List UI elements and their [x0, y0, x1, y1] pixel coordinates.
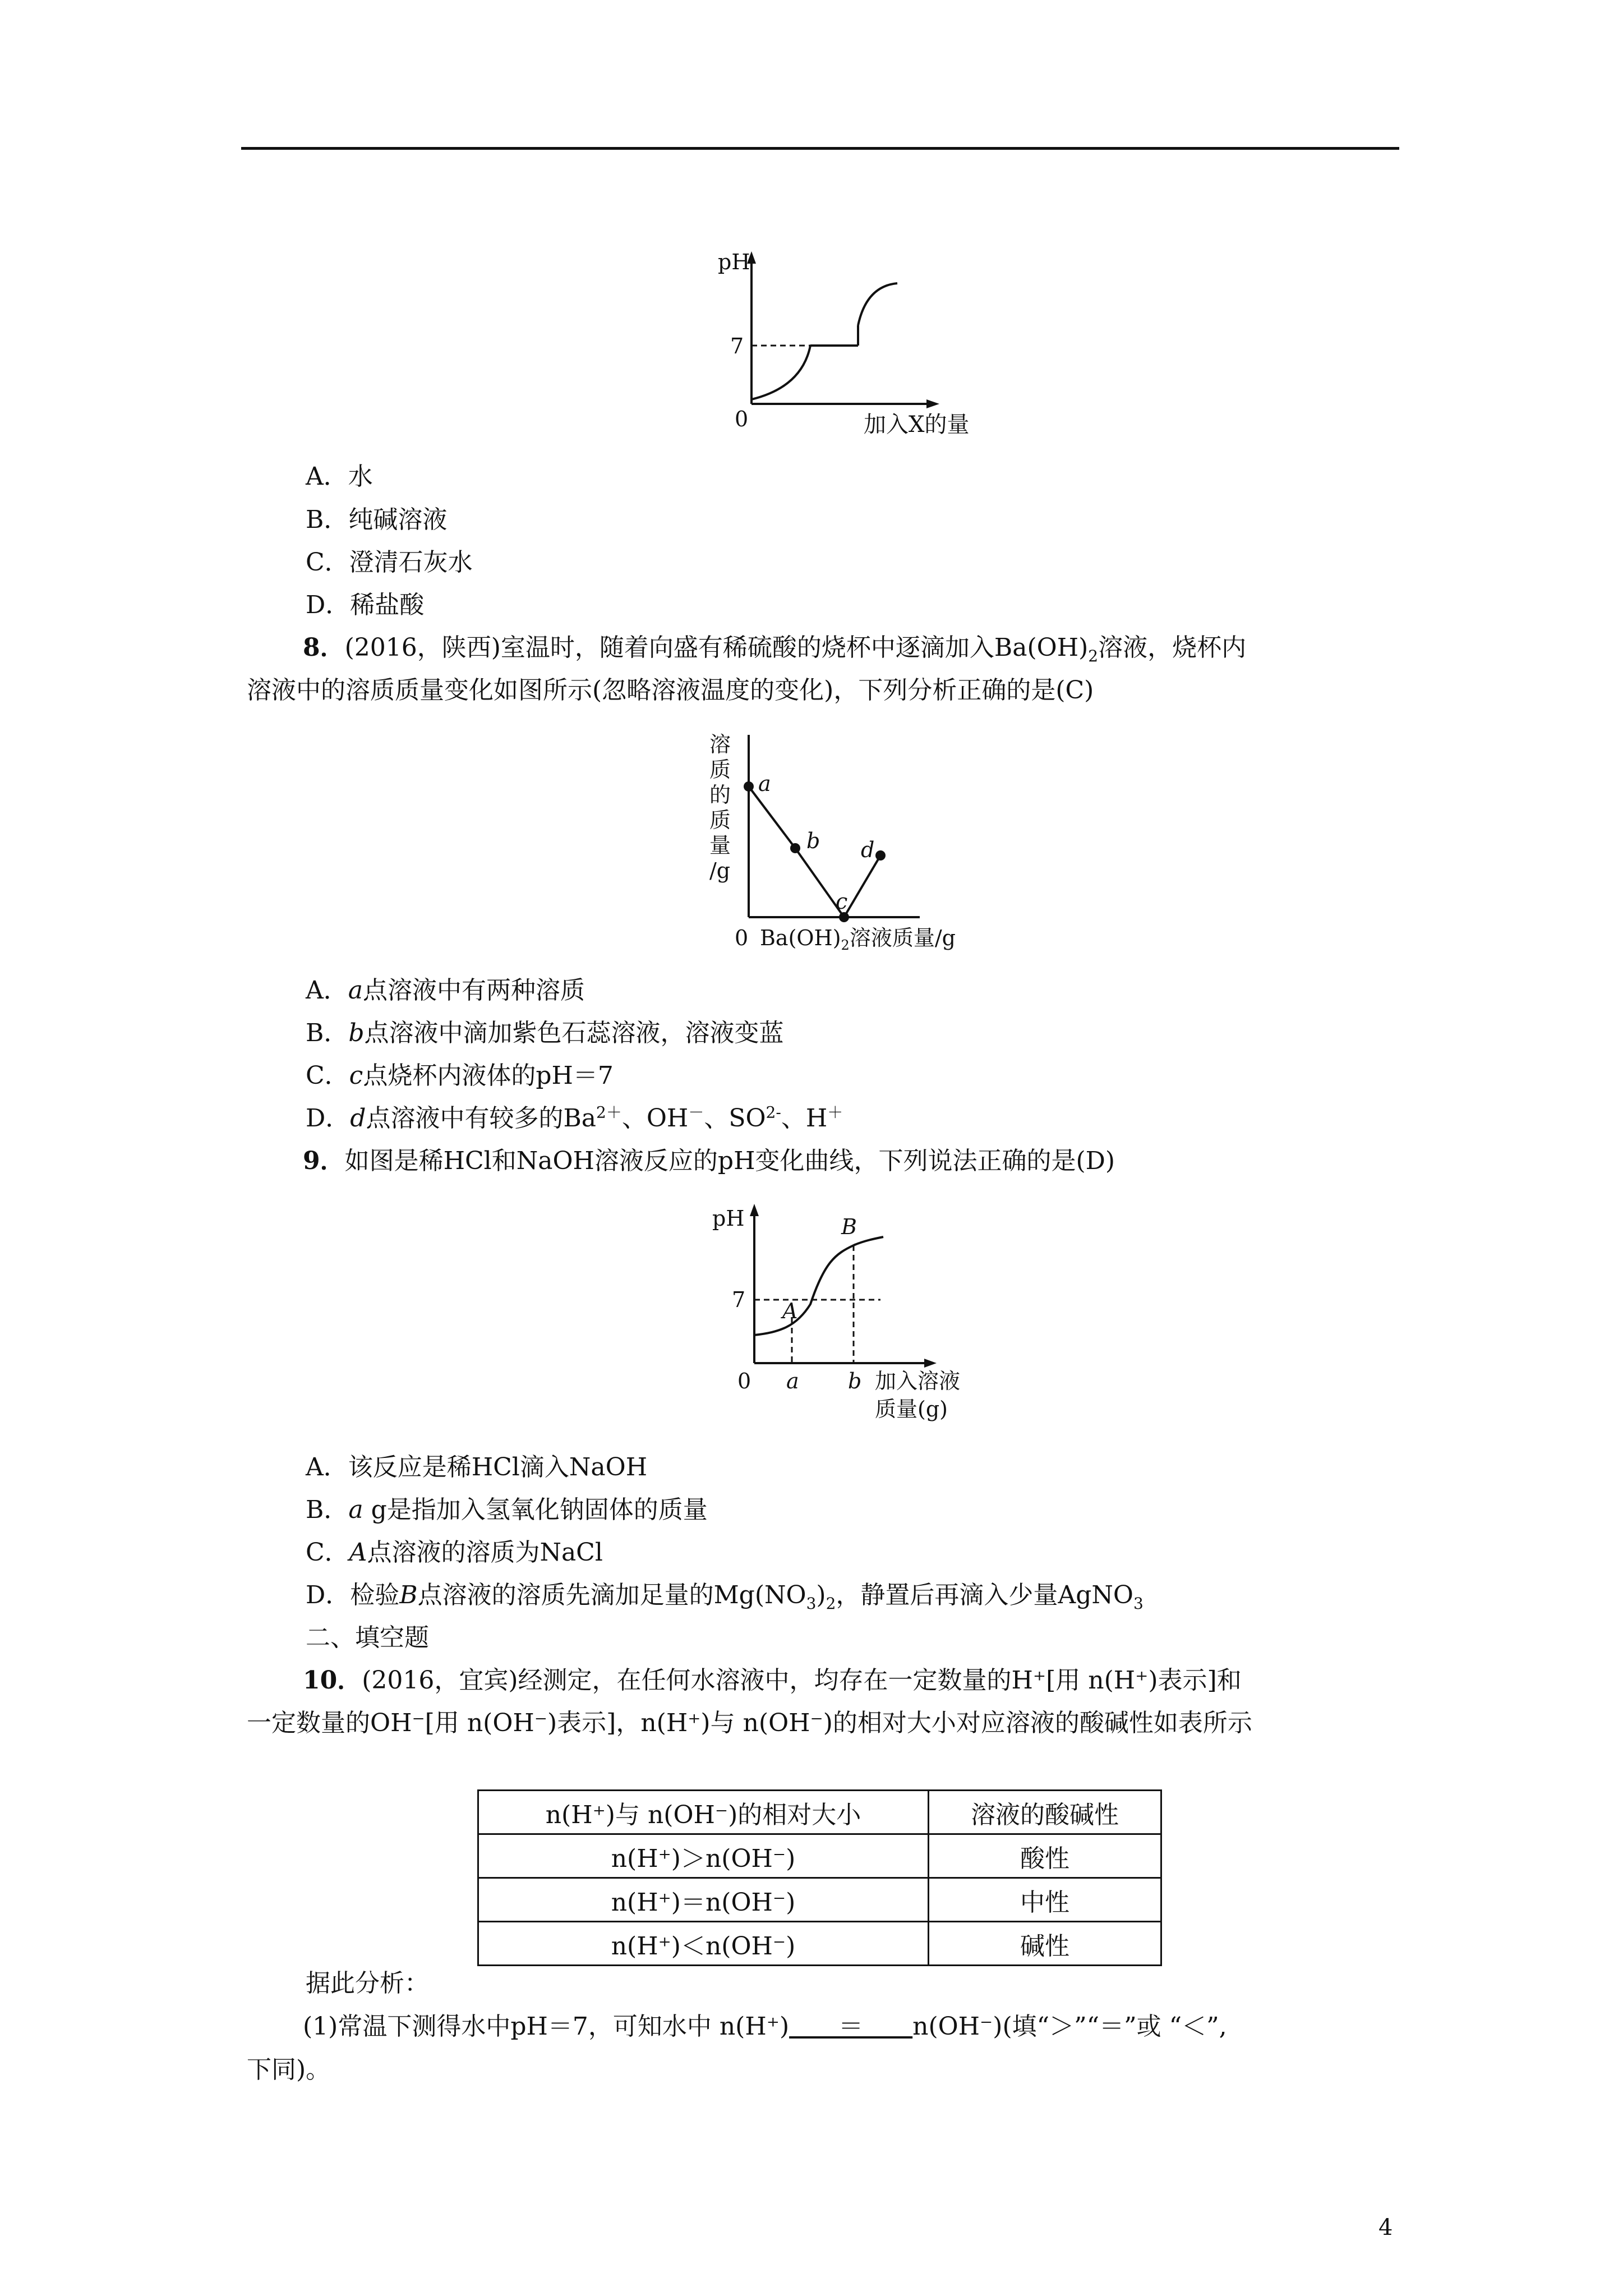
graph3-x-tick-a: a [786, 1369, 799, 1393]
table-cell: n(H⁺)＞n(OH⁻) [478, 1834, 929, 1878]
q8-stem-line1: 8．(2016，陕西)室温时，随着向盛有稀硫酸的烧杯中逐滴加入$Ba(OH)_2$溶液，烧杯内 [303, 633, 1247, 665]
point-b [790, 843, 800, 853]
table-row [478, 1834, 1161, 1878]
graph2-origin: 0 [735, 926, 749, 950]
table-cell: 酸性 [929, 1834, 1161, 1878]
q10-sub1-line2: 下同)。 [247, 2055, 331, 2084]
graph2-label-c: c [836, 889, 848, 914]
section-heading: 二、填空题 [306, 1623, 429, 1652]
graph1-x-label: 加入X的量 [864, 412, 970, 438]
graph3-point-b-label: B [841, 1214, 857, 1239]
page-number: 4 [1378, 2215, 1393, 2240]
q9-option-a: A．该反应是稀HCl滴入NaOH [306, 1453, 648, 1481]
graph3-x-tick-b: b [848, 1369, 862, 1393]
table-row [478, 1878, 1161, 1922]
q8-stem-line2: 溶液中的溶质质量变化如图所示(忽略溶液温度的变化)，下列分析正确的是(C) [247, 676, 1094, 705]
table-cell: n(H⁺)＜n(OH⁻) [478, 1922, 929, 1966]
graph3-y-tick: 7 [732, 1287, 746, 1312]
q9-stem: 9．如图是稀HCl和NaOH溶液反应的pH变化曲线，下列说法正确的是(D) [303, 1147, 1115, 1175]
table-header-row [478, 1791, 1161, 1834]
graph2-label-a: a [758, 771, 771, 796]
graph1-y-tick: 7 [730, 334, 744, 358]
graph3-point-a-label: A [782, 1299, 798, 1323]
graph-ph-vs-x [718, 247, 1009, 449]
table-cell: n(H⁺)＝n(OH⁻) [478, 1878, 929, 1922]
answer-blank: ＿＿＝＿＿ [789, 2012, 913, 2041]
graph2-label-b: b [806, 829, 820, 853]
graph2-y-label-6: /g [709, 858, 731, 883]
q8-option-c: C．c点烧杯内液体的pH＝7 [306, 1061, 614, 1090]
q10-stem-line2: 一定数量的OH⁻[用 n(OH⁻)表示]，n(H⁺)与 n(OH⁻)的相对大小对应溶液的酸碱性如表所示 [247, 1709, 1252, 1737]
graph3-x-label-2: 质量(g) [875, 1397, 948, 1421]
q8-option-b: B．b点溶液中滴加紫色石蕊溶液，溶液变蓝 [306, 1019, 784, 1047]
q10-stem-line1: 10．(2016，宜宾)经测定，在任何水溶液中，均存在一定数量的H⁺[用 n(H⁺)表示]和 [303, 1666, 1242, 1695]
header-rule [241, 147, 1399, 150]
q8-option-a: A．a点溶液中有两种溶质 [306, 976, 585, 1005]
graph2-x-label: $Ba(OH)_2$溶液质量/g [760, 926, 956, 953]
analysis-label: 据此分析： [306, 1969, 429, 1998]
graph-ph-titration [707, 1200, 1021, 1436]
q8-option-d: D．d点溶液中有较多的$Ba^{2+}$、OH－、$SO^{2-}$、H＋ [306, 1103, 843, 1133]
q7-option-a: A．水 [306, 462, 373, 491]
graph-solute-mass [695, 724, 1009, 970]
q7-option-b: B．纯碱溶液 [306, 505, 448, 534]
graph2-label-d: d [861, 838, 875, 862]
q9-option-b: B．a g是指加入氢氧化钠固体的质量 [306, 1496, 708, 1524]
table-cell: 碱性 [929, 1922, 1161, 1966]
acidity-table [477, 1789, 1162, 1966]
graph1-origin: 0 [735, 407, 749, 431]
table-header-cell: n(H⁺)与 n(OH⁻)的相对大小 [478, 1791, 929, 1834]
q10-sub1-line1: (1)常温下测得水中pH＝7，可知水中 n(H⁺)＿＿＝＿＿n(OH⁻)(填“＞”“＝”或 “＜”, [303, 2012, 1227, 2041]
point-d [875, 850, 886, 861]
point-a [744, 781, 754, 792]
table-row [478, 1922, 1161, 1966]
graph2-y-label-5: 量 [709, 833, 731, 858]
graph3-x-label-1: 加入溶液 [875, 1369, 961, 1393]
graph2-y-label-1: 溶 [709, 732, 731, 757]
graph1-y-label: pH [718, 250, 750, 274]
graph2-y-label-4: 质 [709, 808, 731, 832]
q7-option-d: D．稀盐酸 [306, 591, 425, 619]
graph3-y-label: pH [712, 1206, 745, 1231]
q9-option-c: C．A点溶液的溶质为NaCl [306, 1538, 603, 1567]
graph2-y-label-3: 的 [709, 783, 731, 807]
graph2-y-label-2: 质 [709, 757, 731, 782]
table-cell: 中性 [929, 1878, 1161, 1922]
table-header-cell: 溶液的酸碱性 [929, 1791, 1161, 1834]
graph3-origin: 0 [737, 1369, 751, 1393]
q9-option-d: D．检验B点溶液的溶质先滴加足量的$Mg(NO_3)_2$，静置后再滴入少量AgNO$_3$ [306, 1581, 1144, 1613]
q7-option-c: C．澄清石灰水 [306, 548, 473, 577]
q8-number: 8． [303, 633, 345, 662]
